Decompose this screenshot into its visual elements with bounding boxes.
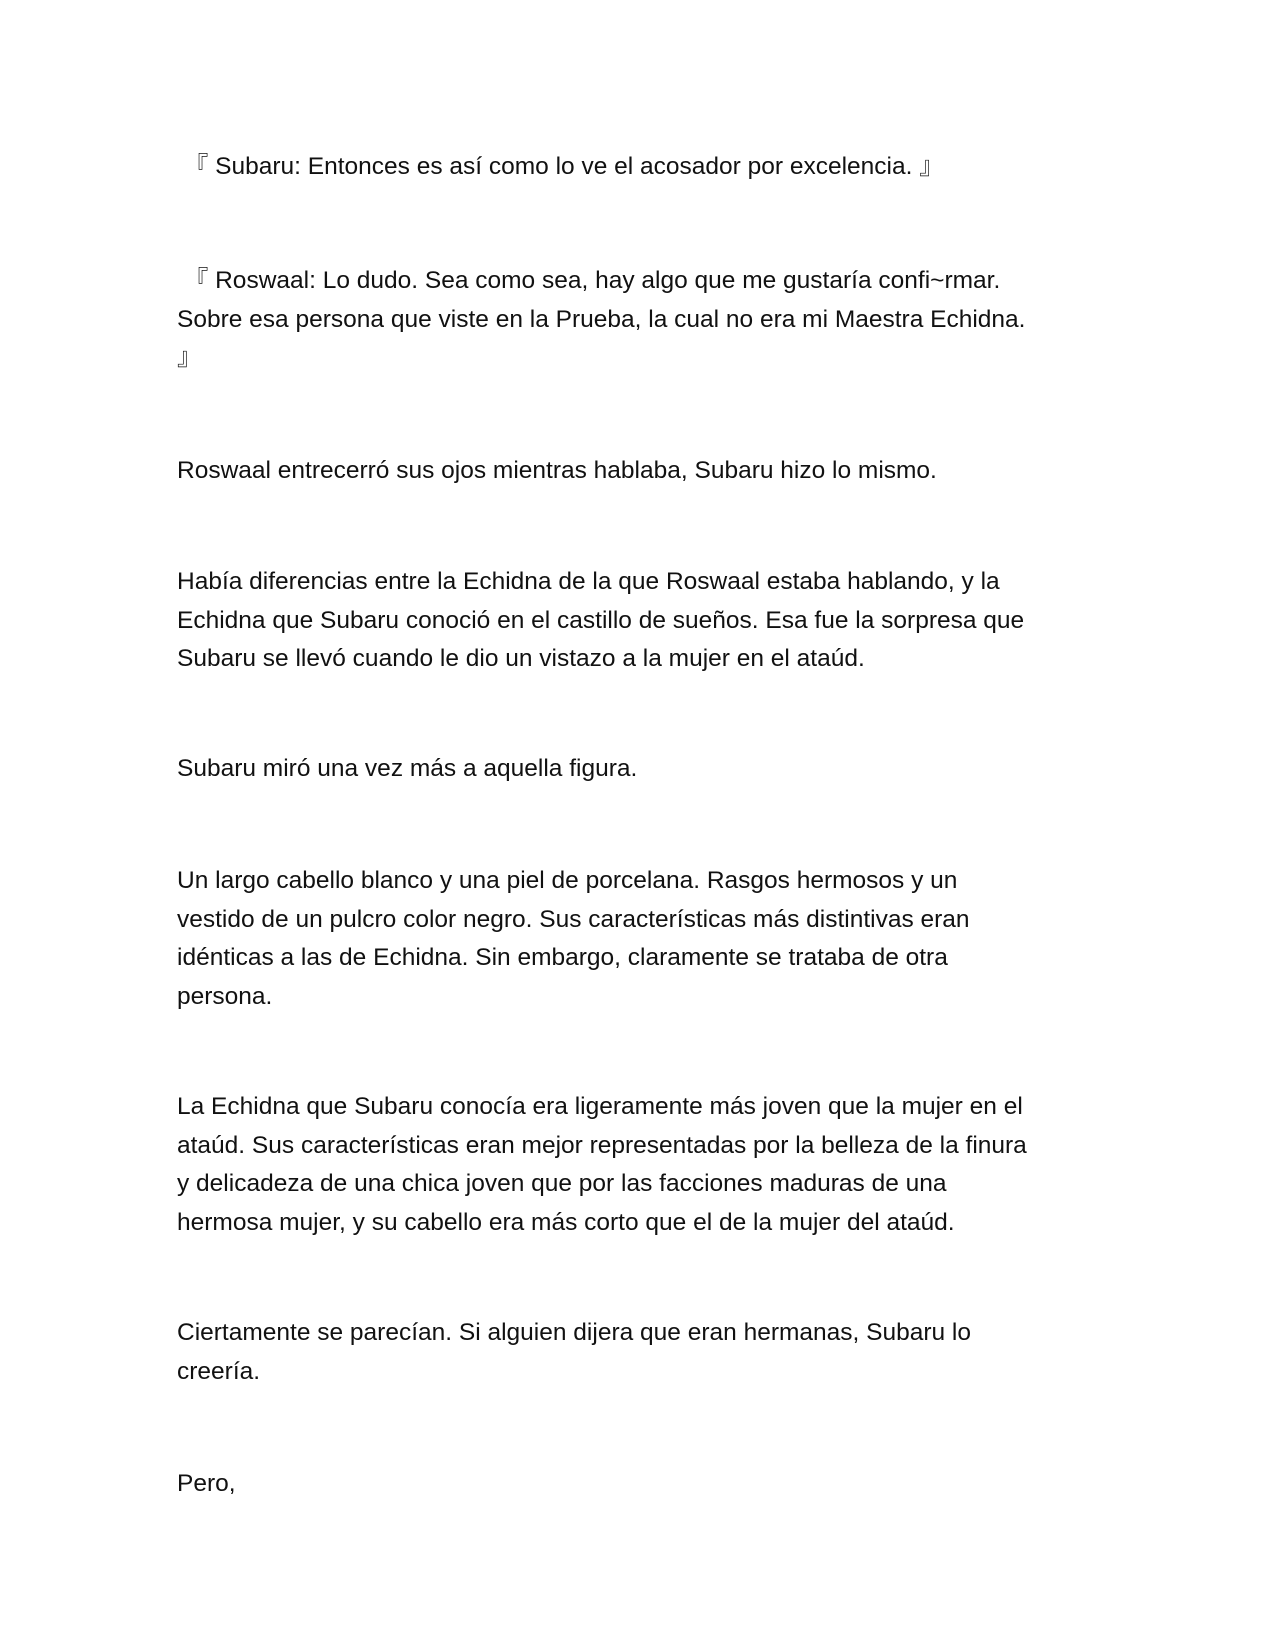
narration-paragraph: Pero, (177, 1470, 236, 1497)
narration-paragraph: Un largo cabello blanco y una piel de porcelana. Rasgos hermosos y un vestido de un pulcro color negro. Sus características más distintivas eran idénticas a las de Echidna. Sin embargo, claramente se trataba de otra persona. (177, 867, 970, 1010)
narration-paragraph: La Echidna que Subaru conocía era ligeramente más joven que la mujer en el ataúd. Sus características eran mejor representadas por la belleza de la finura y delicadeza de una chica joven que por las facciones maduras de una hermosa mujer, y su cabello era más corto que el de la mujer del ataúd. (177, 1093, 1027, 1236)
narration-paragraph: Ciertamente se parecían. Si alguien dijera que eran hermanas, Subaru lo creería. (177, 1319, 972, 1385)
dialogue-paragraph-subaru: 『 Subaru: Entonces es así como lo ve el acosador por excelencia. 』 (177, 153, 944, 180)
narration-paragraph: Roswaal entrecerró sus ojos mientras hablaba, Subaru hizo lo mismo. (177, 457, 937, 484)
narration-paragraph: Subaru miró una vez más a aquella figura. (177, 755, 638, 782)
dialogue-paragraph-roswaal: 『 Roswaal: Lo dudo. Sea como sea, hay algo que me gustaría confi~rmar. Sobre esa persona que viste en la Prueba, la cual no era mi Maestra Echidna. 』 (177, 267, 1026, 371)
narration-paragraph: Había diferencias entre la Echidna de la que Roswaal estaba hablando, y la Echidna que Subaru conoció en el castillo de sueños. Esa fue la sorpresa que Subaru se llevó cuando le dio un vistazo a la mujer en el ataúd. (177, 568, 1025, 672)
